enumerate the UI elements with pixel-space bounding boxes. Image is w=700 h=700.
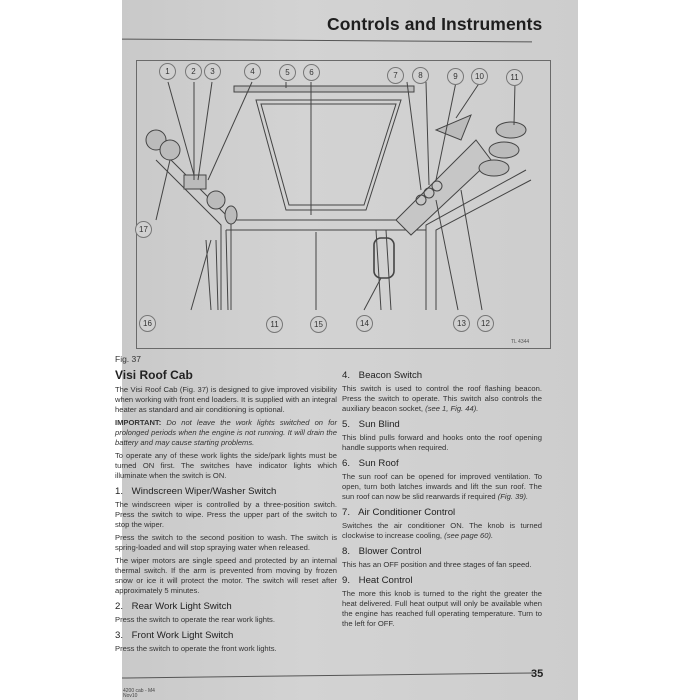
callout-16: 16	[139, 315, 156, 332]
left-column	[115, 370, 337, 657]
operate-paragraph: To operate any of these work lights the side/park lights must be turned ON first. The switches have indicator lights which illuminate when the switch is ON.	[115, 451, 337, 480]
item-4-text: This switch is used to control the roof flashing beacon. Press the switch to operate. This switch also controls the auxiliary beacon socket, (see 1, Fig. 44).	[342, 384, 542, 413]
drawing-id: TL 4344	[511, 339, 530, 345]
item-heading-9: 9. Heat Control	[342, 575, 413, 586]
callout-10: 10	[471, 68, 488, 85]
item-heading-8: 8. Blower Control	[342, 546, 422, 557]
section-heading: Visi Roof Cab	[115, 368, 193, 382]
item-heading-4: 4. Beacon Switch	[342, 370, 423, 381]
item-heading-5: 5. Sun Blind	[342, 419, 400, 430]
callout-2: 2	[185, 63, 202, 80]
important-label: IMPORTANT:	[115, 418, 162, 427]
callout-11: 11	[506, 69, 523, 86]
item-7-text: Switches the air conditioner ON. The knob is turned clockwise to increase cooling, (see page 60).	[342, 521, 542, 540]
item-5-text: This blind pulls forward and hooks onto the roof opening handle supports when required.	[342, 433, 542, 452]
footer-code: 4200 cab - M4 Nov10	[123, 688, 155, 699]
item-heading-2: 2. Rear Work Light Switch	[115, 601, 232, 612]
cab-roof-drawing	[136, 60, 549, 347]
item-heading-1: 1. Windscreen Wiper/Washer Switch	[115, 486, 277, 497]
callout-13: 13	[453, 315, 470, 332]
item-heading-6: 6. Sun Roof	[342, 458, 399, 469]
callout-8: 8	[412, 67, 429, 84]
item-3-paragraph: Press the switch to operate the front work lights.	[115, 644, 277, 653]
important-notice	[115, 418, 337, 448]
item-9-text: The more this knob is turned to the right the greater the heat delivered. Full heat output will only be available when the engine has reached full operating temperature. Turn to the left for OFF.	[342, 589, 542, 628]
callout-17: 17	[135, 221, 152, 238]
callout-11b: 11	[266, 316, 283, 333]
item-heading-7: 7. Air Conditioner Control	[342, 507, 456, 518]
callout-1: 1	[159, 63, 176, 80]
item-1-paragraph-3: The wiper motors are single speed and protected by an internal thermal switch. If the arm is prevented from moving by frozen snow or ice it will protect the motor. The switch will reset after approximately 5 minutes.	[115, 556, 337, 595]
callout-14: 14	[356, 315, 373, 332]
item-2-paragraph: Press the switch to operate the rear work lights.	[115, 615, 275, 624]
item-1-paragraph-1: The windscreen wiper is controlled by a three-position switch. Press the switch to wipe. Press the upper part of the switch to stop the wiper.	[115, 500, 337, 529]
callout-7: 7	[387, 67, 404, 84]
item-8-text: This has an OFF position and three stages of fan speed.	[342, 560, 532, 569]
callout-3: 3	[204, 63, 221, 80]
item-heading-3: 3. Front Work Light Switch	[115, 630, 234, 641]
callout-15: 15	[310, 316, 327, 333]
right-column	[342, 371, 542, 632]
page-title: Controls and Instruments	[327, 14, 543, 34]
callout-4: 4	[244, 63, 261, 80]
callout-9: 9	[447, 68, 464, 85]
important-text: Do not leave the work lights switched on for prolonged periods when the engine is not running. It will drain the battery and may cause starting problems.	[115, 418, 337, 447]
figure-caption: Fig. 37	[115, 354, 141, 364]
page-number: 35	[531, 668, 544, 680]
callout-5: 5	[279, 64, 296, 81]
callout-6: 6	[303, 64, 320, 81]
callout-12: 12	[477, 315, 494, 332]
intro-paragraph: The Visi Roof Cab (Fig. 37) is designed to give improved visibility when working with front end loaders. It is supplied with an integral heater as standard and air conditioning is optional.	[115, 385, 337, 414]
item-6-text: The sun roof can be opened for improved ventilation. To open, turn both latches inwards and lift the sun roof. The sun roof can now be slid rearwards if required (Fig. 39).	[342, 472, 542, 501]
item-1-paragraph-2: Press the switch to the second position to wash. The switch is spring-loaded and will stop spraying water when released.	[115, 533, 337, 552]
